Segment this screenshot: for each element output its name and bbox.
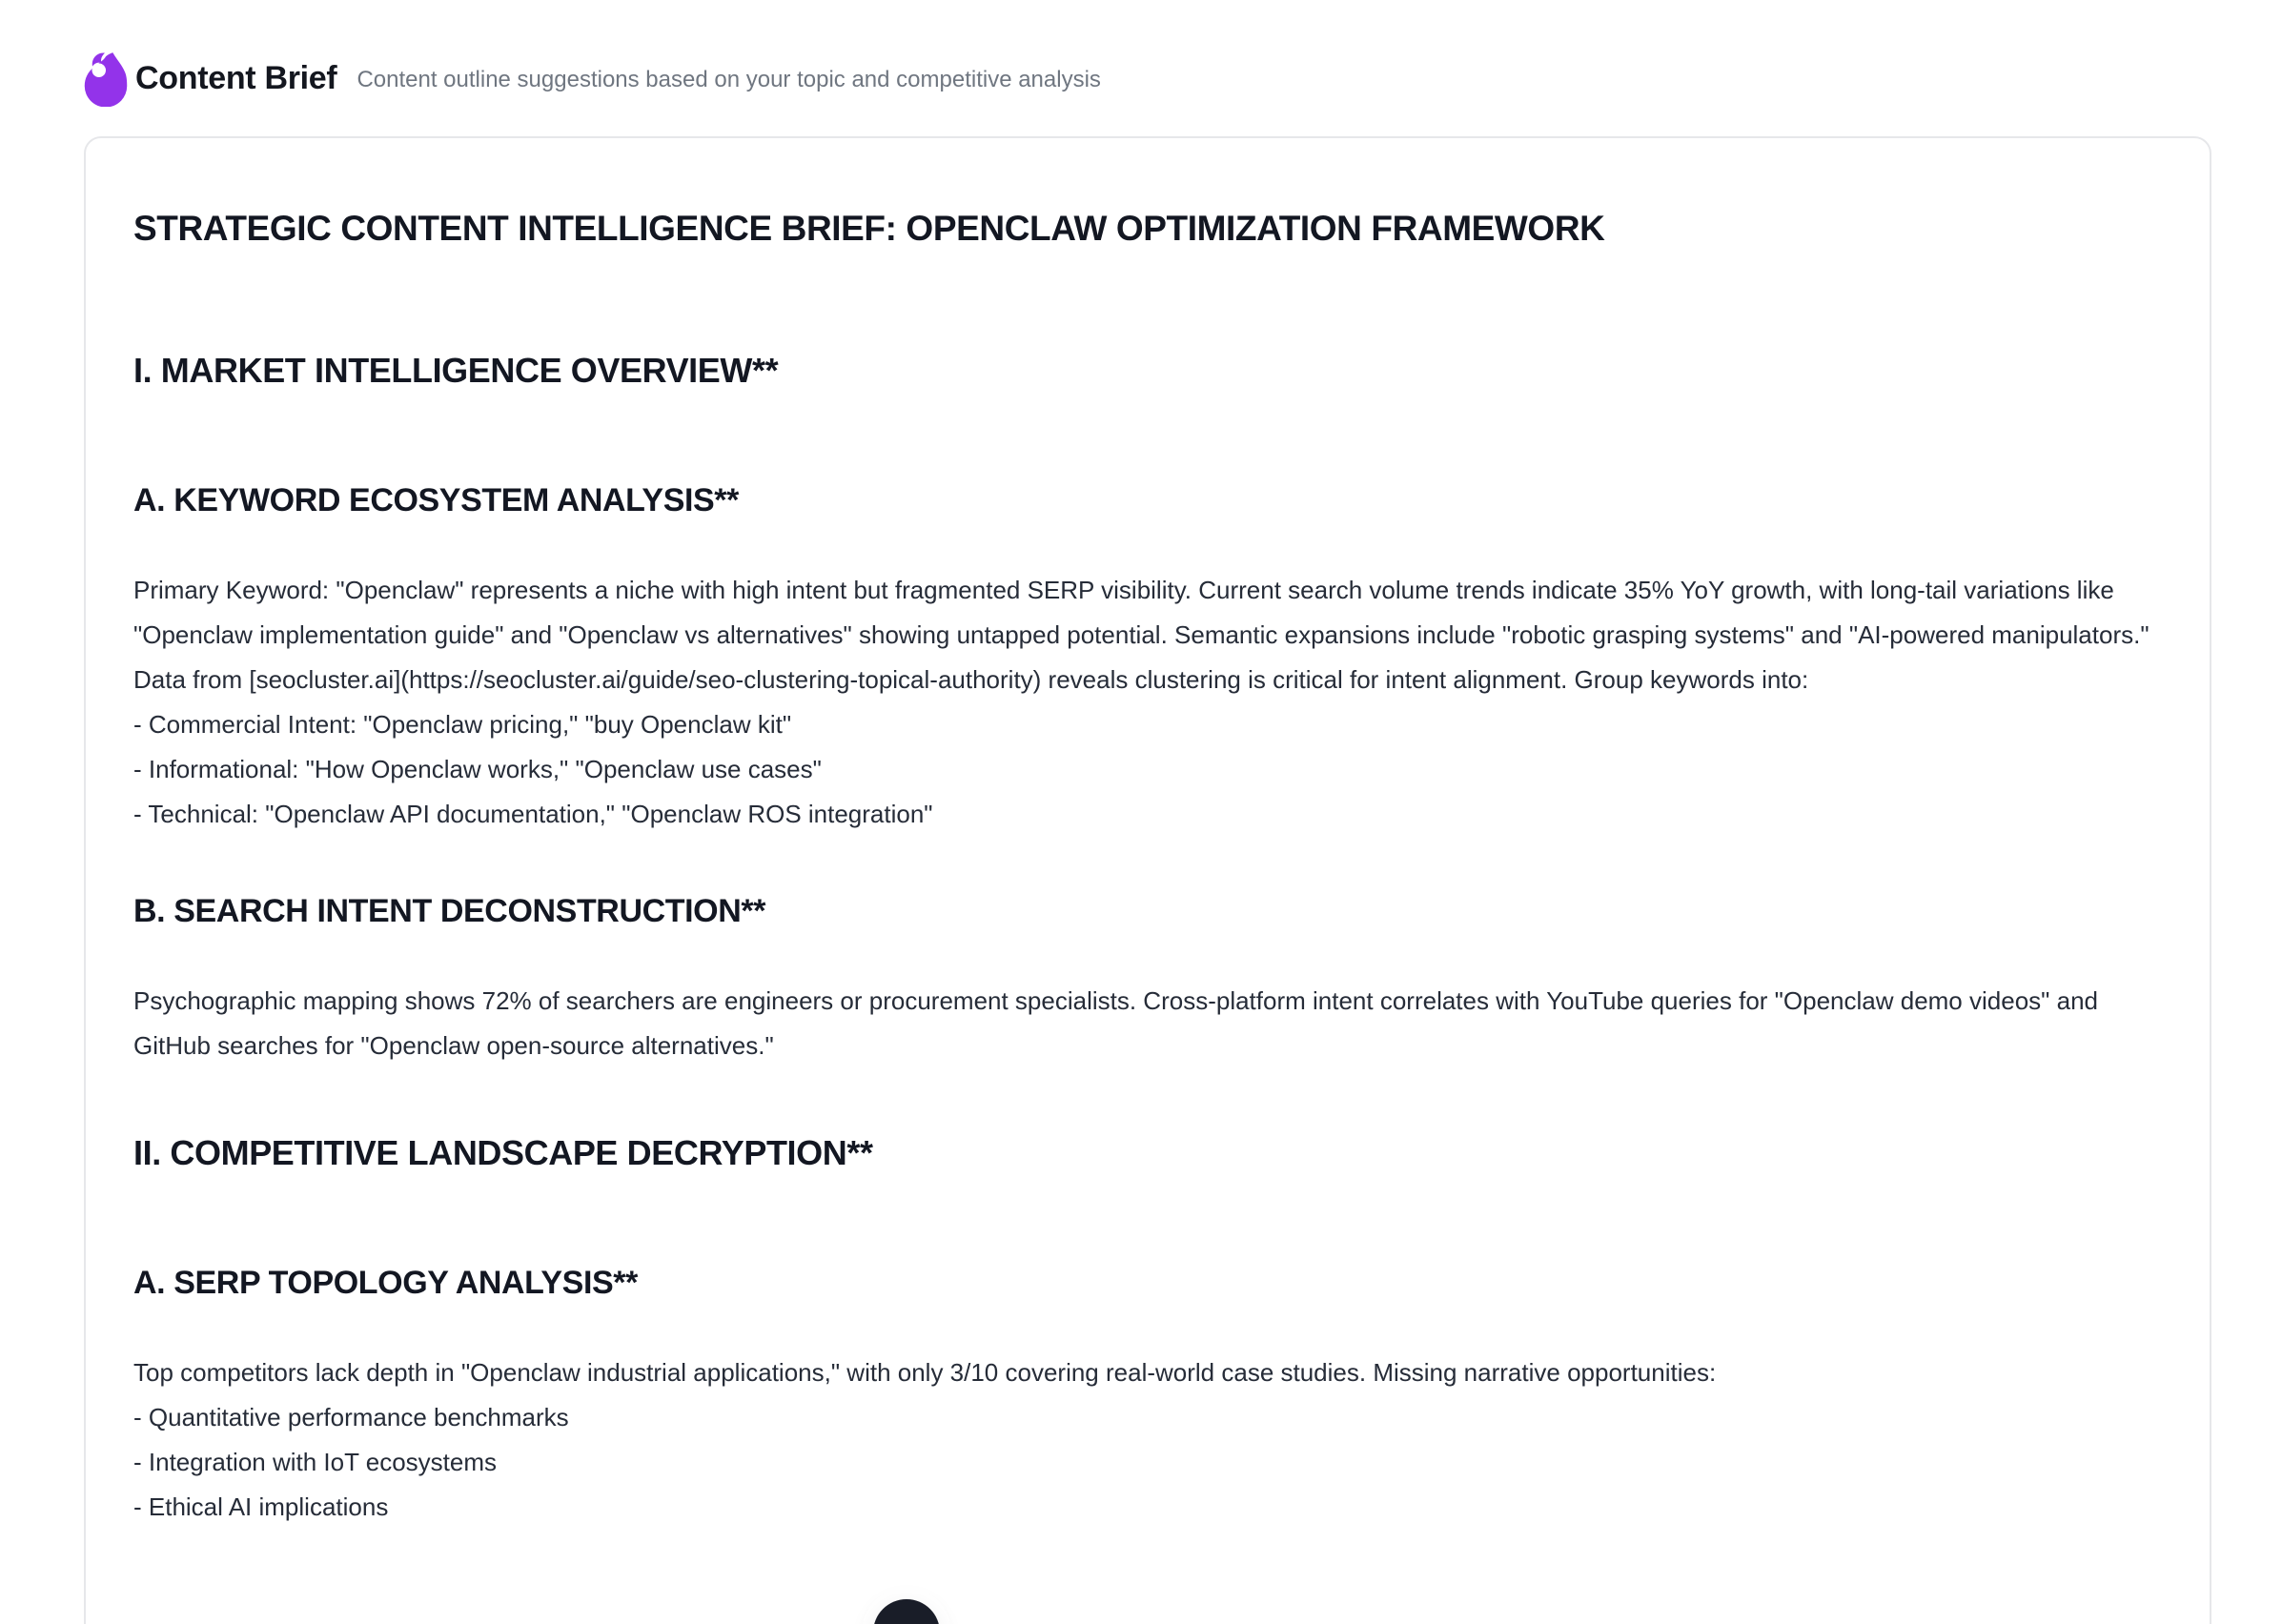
section-heading-competitive-landscape: II. COMPETITIVE LANDSCAPE DECRYPTION** (133, 1133, 873, 1172)
subsection-heading-serp-topology: A. SERP TOPOLOGY ANALYSIS** (133, 1265, 638, 1301)
list-item-commercial-intent: - Commercial Intent: "Openclaw pricing," "buy Openclaw kit" (133, 710, 792, 739)
page-title: Content Brief (135, 59, 337, 96)
flame-icon (84, 50, 128, 107)
header (84, 50, 1101, 107)
paragraph-line: Psychographic mapping shows 72% of searchers are engineers or procurement specialists. Cross-platform intent correlates with YouTube queries for "Openclaw demo videos" and GitHub searches for "Openclaw open-source alternatives." (133, 986, 2098, 1060)
list-item-benchmarks: - Quantitative performance benchmarks (133, 1403, 569, 1431)
doc-title: STRATEGIC CONTENT INTELLIGENCE BRIEF: OPENCLAW OPTIMIZATION FRAMEWORK (133, 209, 1605, 248)
paragraph-line: Data from [seocluster.ai](https://seocluster.ai/guide/seo-clustering-topical-authority) reveals clustering is critical for intent alignment. Group keywords into: (133, 665, 1809, 694)
paragraph-search-intent (133, 979, 2162, 1068)
subsection-heading-search-intent: B. SEARCH INTENT DECONSTRUCTION** (133, 893, 766, 929)
subsection-heading-keyword-ecosystem: A. KEYWORD ECOSYSTEM ANALYSIS** (133, 482, 739, 518)
paragraph-line: Primary Keyword: "Openclaw" represents a niche with high intent but fragmented SERP visibility. Current search volume trends indicate 35% YoY growth, with long-tail variations like "Openclaw implementation guide" and "Openclaw vs alternatives" showing untapped potential. Semantic expansions include "robotic grasping systems" and "AI-powered manipulators." (133, 576, 2150, 649)
list-item-ethical-ai: - Ethical AI implications (133, 1492, 389, 1521)
section-heading-market-intelligence: I. MARKET INTELLIGENCE OVERVIEW** (133, 351, 779, 390)
paragraph-serp-topology (133, 1350, 2162, 1530)
paragraph-keyword-ecosystem (133, 568, 2162, 837)
brief-card (84, 136, 2211, 1624)
list-item-iot: - Integration with IoT ecosystems (133, 1448, 498, 1476)
list-item-technical: - Technical: "Openclaw API documentation," "Openclaw ROS integration" (133, 800, 933, 828)
paragraph-line: Top competitors lack depth in "Openclaw industrial applications," with only 3/10 covering real-world case studies. Missing narrative opportunities: (133, 1358, 1717, 1387)
list-item-informational: - Informational: "How Openclaw works," "Openclaw use cases" (133, 755, 822, 783)
page-subtitle: Content outline suggestions based on your topic and competitive analysis (357, 67, 1101, 92)
